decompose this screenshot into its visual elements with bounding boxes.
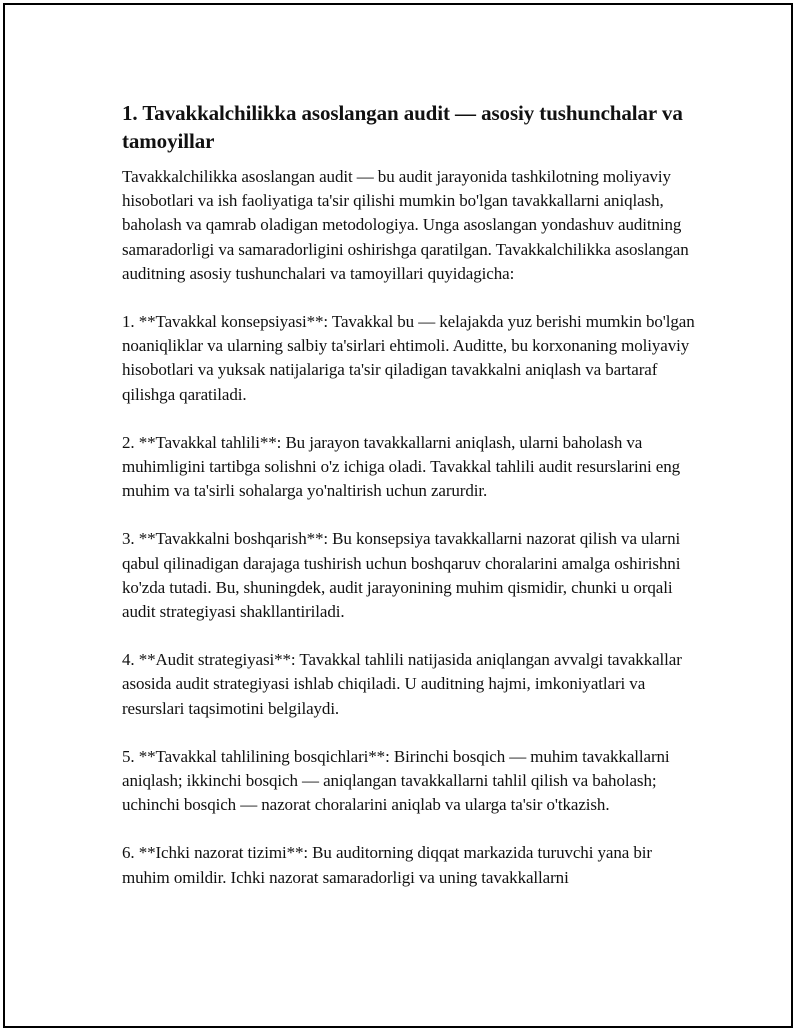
document-page [3,3,793,1028]
paragraph-internal-control: 6. **Ichki nazorat tizimi**: Bu auditorning diqqat markazida turuvchi yana bir muhim omildir. Ichki nazorat samaradorligi va uning tavakkallarni [122,843,652,887]
document-body [122,99,702,914]
intro-paragraph: Tavakkalchilikka asoslangan audit — bu audit jarayonida tashkilotning moliyaviy hisobotlari va ish faoliyatiga ta'sir qilishi mumkin bo'lgan tavakkallarni aniqlash, baholash va qamrab oladigan metodologiya. Unga asoslangan yondashuv auditning samaradorligi va samaradorligini oshirishga qaratilgan. Tavakkalchilikka asoslangan auditning asosiy tushunchalari va tamoyillari quyidagicha: [122,167,689,283]
paragraph-analysis-stages: 5. **Tavakkal tahlilining bosqichlari**: Birinchi bosqich — muhim tavakkallarni aniqlash; ikkinchi bosqich — aniqlangan tavakkallarni tahlil qilish va baholash; uchinchi bosqich — nazorat choralarini aniqlab va ularga ta'sir o'tkazish. [122,746,670,815]
paragraph-risk-analysis: 2. **Tavakkal tahlili**: Bu jarayon tavakkallarni aniqlash, ularni baholash va muhimligini tartibga solishni o'z ichiga oladi. Tavakkal tahlili audit resurslarini eng muhim va ta'sirli sohalarga yo'naltirish uchun zarurdir. [122,432,680,501]
paragraph-audit-strategy: 4. **Audit strategiyasi**: Tavakkal tahlili natijasida aniqlangan avvalgi tavakkallar asosida audit strategiyasi ishlab chiqiladi. U auditning hajmi, imkoniyatlari va resurslari taqsimotini belgilaydi. [122,650,682,718]
paragraph-risk-concept: 1. **Tavakkal konsepsiyasi**: Tavakkal bu — kelajakda yuz berishi mumkin bo'lgan noaniqliklar va ularning salbiy ta'sirlari ehtimoli. Auditte, bu korxonaning moliyaviy hisobotlari va yuksak natijalariga ta'sir qiladigan tavakkalni aniqlash va bartaraf qilishga qaratiladi. [122,312,695,404]
paragraph-risk-management: 3. **Tavakkalni boshqarish**: Bu konsepsiya tavakkallarni nazorat qilish va ularni qabul qilinadigan darajaga tushirish uchun boshqaruv choralarini amalga oshirishni ko'zda tutadi. Bu, shuningdek, audit jarayonining muhim qismidir, chunki u orqali audit strategiyasi shakllantiriladi. [122,529,681,622]
document-title: 1. Tavakkalchilikka asoslangan audit — asosiy tushunchalar va tamoyillar [122,101,683,153]
